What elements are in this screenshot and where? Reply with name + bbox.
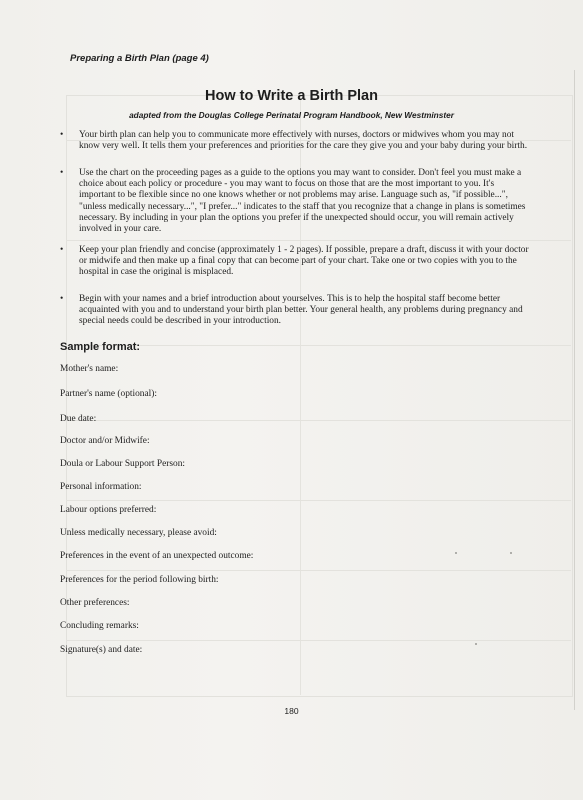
field-due-date: Due date: [60, 414, 97, 424]
bullet-line: Keep your plan friendly and concise (approximately 1 - 2 pages). If possible, prepare a draft, discuss it with your doctor [79, 245, 529, 255]
bullet-line: "unless medically necessary...", "I prefer..." indicates to the staff that you recognize that a change in plans is sometimes [79, 201, 526, 212]
bullet-line: Use the chart on the proceeding pages as a guide to the options you may want to consider. Don't feel you must make a [79, 168, 522, 178]
bullet-marker: • [60, 130, 64, 140]
page-edge-shadow [574, 70, 575, 710]
bullet-text [79, 168, 535, 235]
bullet-marker: • [60, 294, 64, 304]
bullet-item [60, 245, 535, 279]
scan-speck [510, 552, 512, 554]
bullet-line: special needs could be described in your introduction. [79, 316, 282, 327]
field-doula: Doula or Labour Support Person: [60, 459, 185, 469]
bullet-line: important to be flexible since no one knows whether or not problems may arise. Language such as, "if possible...", [79, 190, 508, 201]
bullet-line: Your birth plan can help you to communicate more effectively with nurses, doctors or midwives whom you may not [79, 130, 514, 140]
field-personal-information: Personal information: [60, 482, 142, 492]
bullet-item [60, 294, 535, 328]
field-concluding-remarks: Concluding remarks: [60, 621, 139, 631]
bullet-item [60, 168, 535, 235]
bullet-line: necessary. By including in your plan the options you prefer if the unexpected should occur, you will remain actively [79, 212, 514, 223]
bleed-through-line [66, 640, 571, 641]
bullet-line: acquainted with you and to understand your birth plan better. Your general health, any problems during pregnancy and [79, 305, 523, 316]
page-number: 180 [284, 706, 299, 716]
field-signature-date: Signature(s) and date: [60, 645, 143, 655]
bullet-text [79, 245, 535, 279]
bullet-line: hospital in case the original is misplaced. [79, 267, 234, 278]
bullet-item [60, 130, 535, 152]
bullet-marker: • [60, 168, 64, 178]
running-head: Preparing a Birth Plan (page 4) [70, 53, 209, 64]
bullet-line: know very well. It tells them your preferences and priorities for the care they give you and your baby during your birth. [79, 141, 528, 152]
bullet-marker: • [60, 245, 64, 255]
bullet-line: or midwife and then make up a final copy that can become part of your chart. Take one or two copies with you to the [79, 256, 517, 267]
page-subtitle: adapted from the Douglas College Perinatal Program Handbook, New Westminster [129, 110, 454, 120]
field-unexpected-outcome: Preferences in the event of an unexpected outcome: [60, 551, 254, 561]
bleed-through-line [66, 500, 571, 501]
scan-speck [475, 643, 477, 645]
bleed-through-line [66, 240, 571, 241]
bullet-text [79, 130, 535, 152]
field-please-avoid: Unless medically necessary, please avoid: [60, 528, 217, 538]
field-other-preferences: Other preferences: [60, 598, 130, 608]
bullet-line: choice about each policy or procedure - you may want to focus on those that are the most important to you. It's [79, 179, 495, 190]
bullet-text [79, 294, 535, 328]
scan-speck [455, 552, 457, 554]
bleed-through-line [66, 345, 571, 346]
bleed-through-line [66, 570, 571, 571]
field-labour-options: Labour options preferred: [60, 505, 157, 515]
field-following-birth: Preferences for the period following birth: [60, 575, 219, 585]
bullet-line: involved in your care. [79, 224, 162, 235]
bullet-line: Begin with your names and a brief introduction about yourselves. This is to help the hospital staff become better [79, 294, 501, 304]
field-partners-name: Partner's name (optional): [60, 389, 157, 399]
bleed-through-line [66, 420, 571, 421]
page-title: How to Write a Birth Plan [205, 88, 378, 104]
field-doctor-midwife: Doctor and/or Midwife: [60, 436, 150, 446]
field-mothers-name: Mother's name: [60, 364, 119, 374]
sample-format-heading: Sample format: [60, 341, 141, 353]
